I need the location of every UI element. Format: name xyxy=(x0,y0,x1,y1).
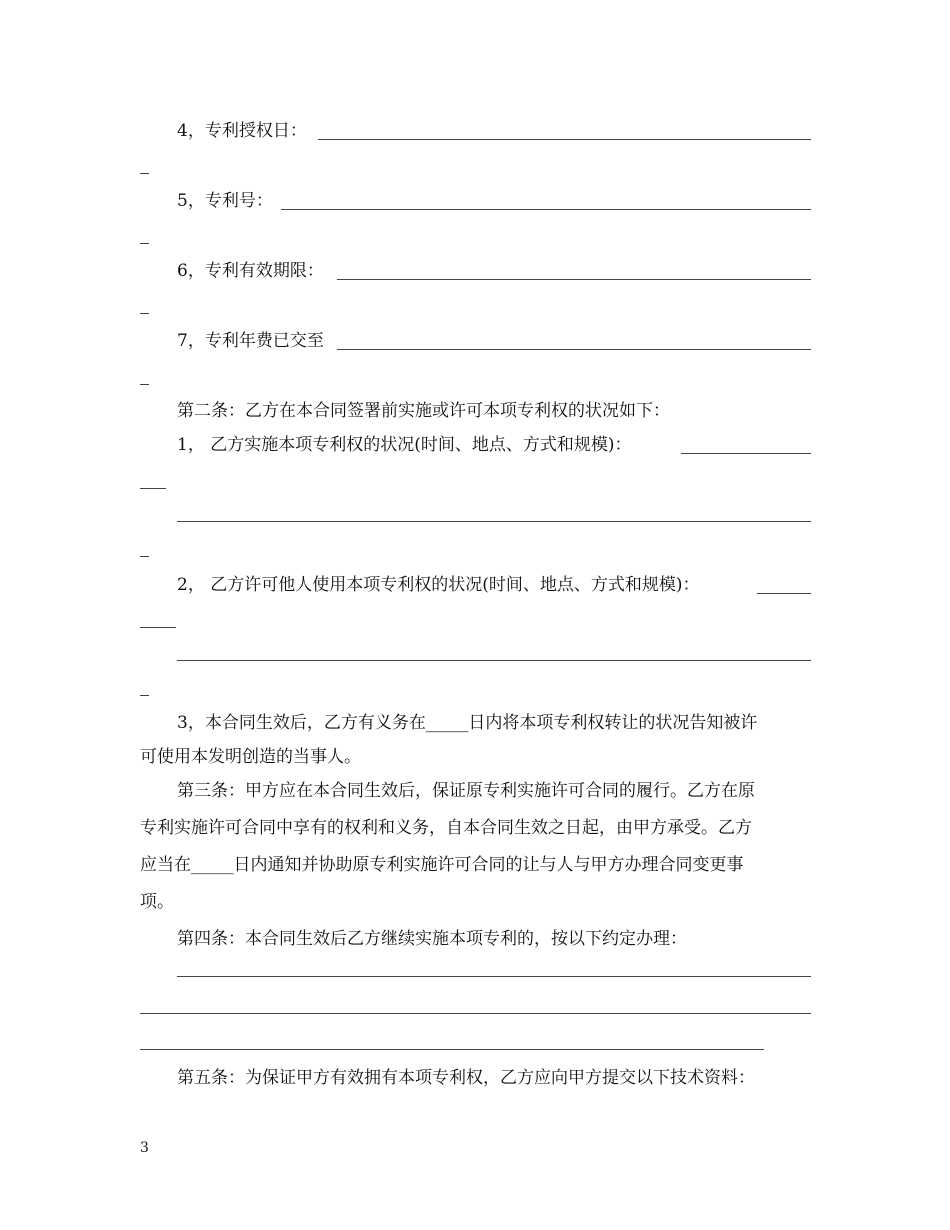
article-2-item-3-line-2: 可使用本发明创造的当事人。 xyxy=(140,747,361,767)
article-2-item-1-blank xyxy=(681,453,811,454)
article-2-item-2-blank-wrap xyxy=(140,627,176,628)
annual-fee-blank-continuation xyxy=(140,384,149,385)
grant-date-label: 4，专利授权日： xyxy=(177,121,307,141)
article-2-heading: 第二条：乙方在本合同签署前实施或许可本项专利权的状况如下： xyxy=(177,401,670,421)
validity-blank-continuation xyxy=(140,313,149,314)
article-2-item-3-line-1: 3，本合同生效后，乙方有义务在_____日内将本项专利权转让的状况告知被许 xyxy=(177,713,758,733)
grant-date-blank xyxy=(318,139,811,140)
article-2-item-1-blank-wrap xyxy=(140,488,166,489)
article-4-line-1: 第四条：本合同生效后乙方继续实施本项专利的，按以下约定办理： xyxy=(177,929,687,949)
article-5-line-1: 第五条：为保证甲方有效拥有本项专利权，乙方应向甲方提交以下技术资料： xyxy=(177,1068,755,1088)
article-3-line-2: 专利实施许可合同中享有的权利和义务，自本合同生效之日起，由甲方承受。乙方 xyxy=(140,818,752,838)
patent-number-label: 5，专利号： xyxy=(177,191,273,211)
article-2-item-2-blank xyxy=(757,593,811,594)
article-2-item-2-blank-line xyxy=(177,660,811,661)
patent-number-blank xyxy=(281,209,811,210)
annual-fee-blank xyxy=(337,349,811,350)
article-2-item-1-blank-continuation xyxy=(140,556,149,557)
article-4-blank-line-3 xyxy=(140,1049,764,1050)
patent-number-blank-continuation xyxy=(140,243,149,244)
article-4-blank-line-1 xyxy=(177,976,811,977)
article-4-blank-line-2 xyxy=(140,1013,811,1014)
article-3-line-4: 项。 xyxy=(140,892,174,912)
article-2-item-2-blank-continuation xyxy=(140,695,149,696)
article-3-line-1: 第三条：甲方应在本合同生效后，保证原专利实施许可合同的履行。乙方在原 xyxy=(177,781,755,801)
article-2-item-1-blank-line xyxy=(177,521,811,522)
validity-label: 6，专利有效期限： xyxy=(177,261,324,281)
validity-blank xyxy=(337,279,811,280)
article-2-item-2: 2， 乙方许可他人使用本项专利权的状况(时间、地点、方式和规模)： xyxy=(177,575,700,595)
annual-fee-label: 7，专利年费已交至 xyxy=(177,331,324,351)
article-3-line-3: 应当在_____日内通知并协助原专利实施许可合同的让与人与甲方办理合同变更事 xyxy=(140,855,744,875)
article-2-item-1: 1， 乙方实施本项专利权的状况(时间、地点、方式和规模)： xyxy=(177,435,632,455)
grant-date-blank-continuation xyxy=(140,173,149,174)
page-number: 3 xyxy=(140,1140,149,1156)
